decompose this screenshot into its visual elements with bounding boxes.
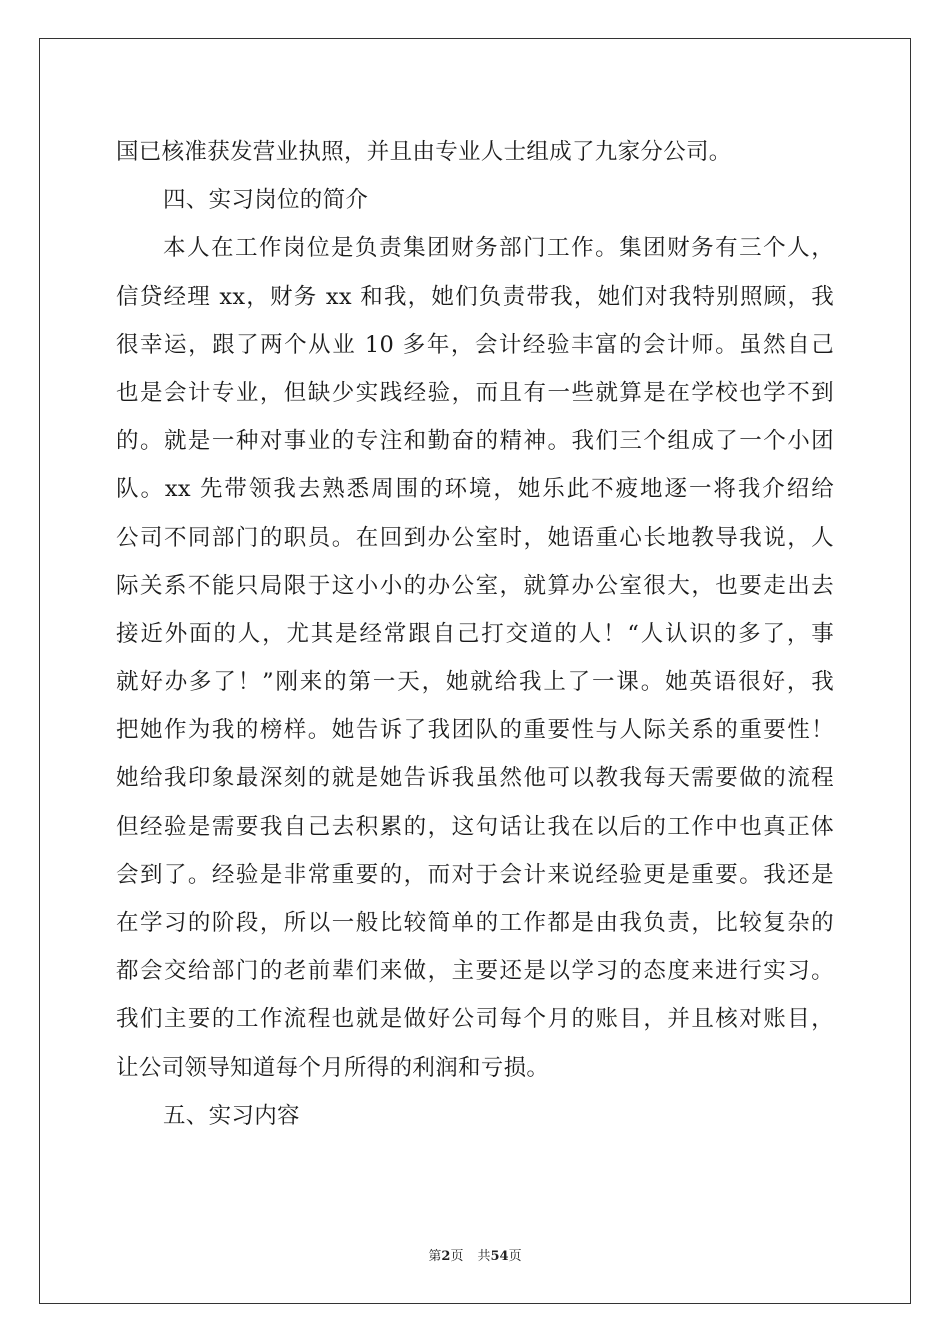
text-line: 公司不同部门的职员。在回到办公室时，她语重心长地教导我说，人 <box>116 524 834 551</box>
text-line: 国已核准获发营业执照，并且由专业人士组成了九家分公司。 <box>116 139 732 165</box>
text-line: 际关系不能只局限于这小小的办公室，就算办公室很大，也要走出去 <box>116 572 834 599</box>
document-body <box>116 128 834 1140</box>
total-prefix: 共 <box>477 1249 491 1264</box>
text-line: 会到了。经验是非常重要的，而对于会计来说经验更是重要。我还是 <box>116 861 834 888</box>
text-line: 的。就是一种对事业的专注和勤奋的精神。我们三个组成了一个小团 <box>116 428 834 455</box>
text-line: 但经验是需要我自己去积累的，这句话让我在以后的工作中也真正体 <box>116 813 834 840</box>
text-line: 她给我印象最深刻的就是她告诉我虽然他可以教我每天需要做的流程 <box>116 765 834 792</box>
page-suffix: 页 <box>450 1249 464 1264</box>
text-line: 就好办多了！”刚来的第一天，她就给我上了一课。她英语很好，我 <box>116 669 834 696</box>
text-line: 队。xx 先带领我去熟悉周围的环境，她乐此不疲地逐一将我介绍给 <box>116 476 834 503</box>
page-prefix: 第 <box>428 1249 442 1264</box>
total-suffix: 页 <box>508 1249 522 1264</box>
text-line: 很幸运，跟了两个从业 10 多年，会计经验丰富的会计师。虽然自己 <box>116 331 834 358</box>
text-line: 都会交给部门的老前辈们来做，主要还是以学习的态度来进行实习。 <box>116 958 834 985</box>
text-line: 接近外面的人，尤其是经常跟自己打交道的人！“人认识的多了，事 <box>116 620 834 647</box>
text-line: 本人在工作岗位是负责集团财务部门工作。集团财务有三个人， <box>163 235 834 262</box>
text-line: 也是会计专业，但缺少实践经验，而且有一些就算是在学校也学不到 <box>116 379 834 406</box>
text-line: 在学习的阶段，所以一般比较简单的工作都是由我负责，比较复杂的 <box>116 910 834 936</box>
text-line: 让公司领导知道每个月所得的利润和亏损。 <box>116 1054 550 1081</box>
text-line: 把她作为我的榜样。她告诉了我团队的重要性与人际关系的重要性！ <box>116 717 834 744</box>
text-line: 我们主要的工作流程也就是做好公司每个月的账目，并且核对账目， <box>116 1006 834 1033</box>
section-heading: 四、实习岗位的简介 <box>163 187 369 214</box>
total-pages: 54 <box>490 1249 509 1264</box>
page-footer <box>0 1245 950 1264</box>
section-heading: 五、实习内容 <box>163 1102 300 1129</box>
page-number: 2 <box>441 1249 451 1264</box>
text-line: 信贷经理 xx，财务 xx 和我，她们负责带我，她们对我特别照顾，我 <box>116 283 834 310</box>
